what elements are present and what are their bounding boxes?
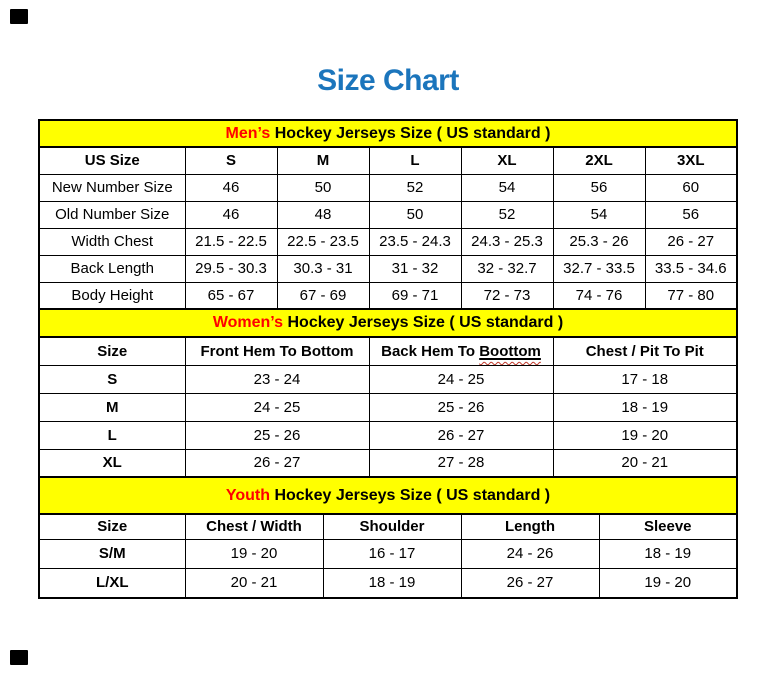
column-header: S: [185, 147, 277, 174]
size-value-cell: 77 - 80: [645, 282, 737, 309]
column-header: L: [369, 147, 461, 174]
column-header: Front Hem To Bottom: [185, 337, 369, 365]
caption-category: Youth: [225, 486, 270, 504]
table-row: [39, 568, 737, 598]
column-header-text: Back Hem To: [381, 342, 476, 360]
size-value-cell: 32 - 32.7: [461, 255, 553, 282]
size-value-cell: 48: [277, 201, 369, 228]
row-label: Old Number Size: [39, 201, 185, 228]
size-value-cell: 69 - 71: [369, 282, 461, 309]
size-value-cell: 50: [277, 174, 369, 201]
size-value-cell: 25 - 26: [369, 393, 553, 421]
table-row: [39, 228, 737, 255]
size-value-cell: 29.5 - 30.3: [185, 255, 277, 282]
row-label: XL: [39, 449, 185, 477]
table-row: [39, 393, 737, 421]
table-row: [39, 449, 737, 477]
column-header: 3XL: [645, 147, 737, 174]
size-value-cell: 56: [553, 174, 645, 201]
size-value-cell: 26 - 27: [369, 421, 553, 449]
caption-category: Women’s: [212, 314, 284, 331]
size-value-cell: 18 - 19: [599, 539, 737, 568]
size-value-cell: 22.5 - 23.5: [277, 228, 369, 255]
table-row: [39, 255, 737, 282]
size-value-cell: 46: [185, 201, 277, 228]
row-label: S/M: [39, 539, 185, 568]
size-value-cell: 65 - 67: [185, 282, 277, 309]
misspelled-word-squiggle: [479, 343, 541, 360]
column-header: Shoulder: [323, 514, 461, 539]
row-label: L/XL: [39, 568, 185, 598]
size-value-cell: 30.3 - 31: [277, 255, 369, 282]
table-row: [39, 174, 737, 201]
column-header: Chest / Width: [185, 514, 323, 539]
row-label: M: [39, 393, 185, 421]
size-value-cell: 24 - 25: [185, 393, 369, 421]
column-header: Chest / Pit To Pit: [553, 337, 737, 365]
table-row: [39, 421, 737, 449]
size-value-cell: 20 - 21: [553, 449, 737, 477]
size-value-cell: 23.5 - 24.3: [369, 228, 461, 255]
size-value-cell: 18 - 19: [553, 393, 737, 421]
size-value-cell: 54: [553, 201, 645, 228]
size-value-cell: 24 - 26: [461, 539, 599, 568]
womens-table-caption-row: [39, 309, 737, 337]
mens-header-row: [39, 147, 737, 174]
size-value-cell: 50: [369, 201, 461, 228]
broken-image-icon: [10, 650, 28, 665]
size-chart: [38, 119, 738, 599]
table-row: [39, 365, 737, 393]
size-value-cell: 52: [461, 201, 553, 228]
caption-text: Hockey Jerseys Size ( US standard ): [274, 486, 551, 504]
size-value-cell: 26 - 27: [461, 568, 599, 598]
size-value-cell: 19 - 20: [599, 568, 737, 598]
row-label: New Number Size: [39, 174, 185, 201]
youth-header-row: [39, 514, 737, 539]
size-value-cell: 17 - 18: [553, 365, 737, 393]
size-value-cell: 23 - 24: [185, 365, 369, 393]
size-value-cell: 32.7 - 33.5: [553, 255, 645, 282]
size-value-cell: 60: [645, 174, 737, 201]
size-value-cell: 67 - 69: [277, 282, 369, 309]
size-value-cell: 19 - 20: [185, 539, 323, 568]
size-value-cell: 21.5 - 22.5: [185, 228, 277, 255]
row-label: Back Length: [39, 255, 185, 282]
column-header: Sleeve: [599, 514, 737, 539]
table-row: [39, 282, 737, 309]
size-value-cell: 20 - 21: [185, 568, 323, 598]
misspelled-word: Boottom: [479, 342, 541, 360]
size-value-cell: 24.3 - 25.3: [461, 228, 553, 255]
womens-table-caption: [39, 309, 737, 337]
page-title: Size Chart: [317, 64, 459, 97]
size-value-cell: 33.5 - 34.6: [645, 255, 737, 282]
row-label: Width Chest: [39, 228, 185, 255]
row-label: L: [39, 421, 185, 449]
womens-header-row: [39, 337, 737, 365]
row-label: S: [39, 365, 185, 393]
mens-table-caption: [39, 120, 737, 147]
table-row: [39, 539, 737, 568]
caption-category: Men’s: [225, 124, 271, 142]
size-value-cell: 74 - 76: [553, 282, 645, 309]
size-value-cell: 18 - 19: [323, 568, 461, 598]
column-header: 2XL: [553, 147, 645, 174]
column-header: Size: [39, 514, 185, 539]
size-value-cell: 72 - 73: [461, 282, 553, 309]
column-header: XL: [461, 147, 553, 174]
column-header: US Size: [39, 147, 185, 174]
size-value-cell: 52: [369, 174, 461, 201]
size-value-cell: 26 - 27: [645, 228, 737, 255]
broken-image-icon: [10, 9, 28, 24]
size-value-cell: 54: [461, 174, 553, 201]
size-value-cell: 56: [645, 201, 737, 228]
youth-size-table: [38, 476, 738, 599]
column-header: Length: [461, 514, 599, 539]
mens-table-caption-row: [39, 120, 737, 147]
size-value-cell: 26 - 27: [185, 449, 369, 477]
row-label: Body Height: [39, 282, 185, 309]
size-value-cell: 46: [185, 174, 277, 201]
mens-size-table: [38, 119, 738, 310]
column-header: [369, 337, 553, 365]
size-value-cell: 25.3 - 26: [553, 228, 645, 255]
size-value-cell: 31 - 32: [369, 255, 461, 282]
youth-table-caption-row: [39, 477, 737, 514]
column-header: Size: [39, 337, 185, 365]
caption-text: Hockey Jerseys Size ( US standard ): [287, 314, 564, 331]
caption-text: Hockey Jerseys Size ( US standard ): [274, 124, 551, 142]
womens-size-table: [38, 308, 738, 478]
size-value-cell: 25 - 26: [185, 421, 369, 449]
size-value-cell: 27 - 28: [369, 449, 553, 477]
column-header: M: [277, 147, 369, 174]
size-value-cell: 16 - 17: [323, 539, 461, 568]
youth-table-caption: [39, 477, 737, 514]
table-row: [39, 201, 737, 228]
size-value-cell: 19 - 20: [553, 421, 737, 449]
size-value-cell: 24 - 25: [369, 365, 553, 393]
